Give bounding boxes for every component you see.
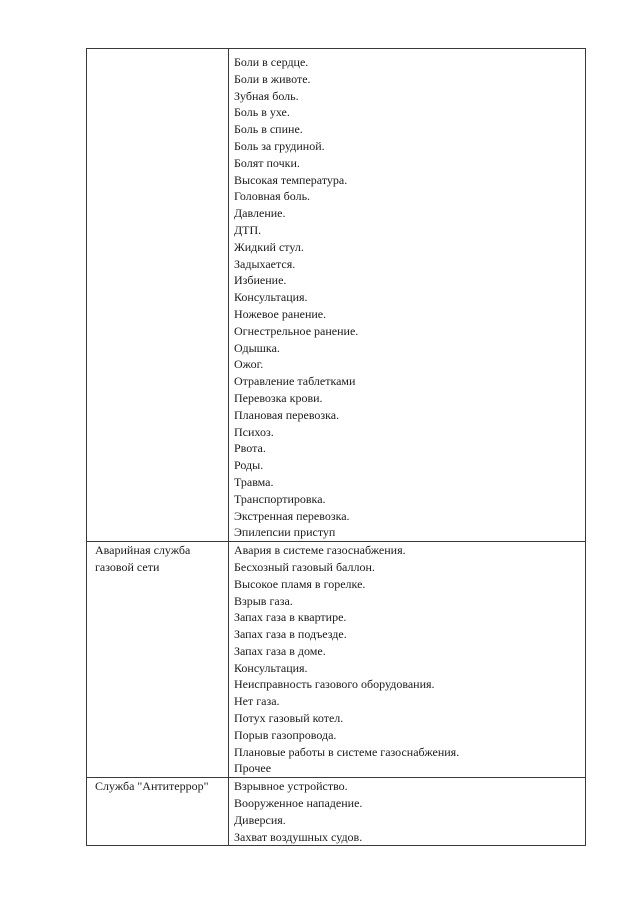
service-cell <box>87 778 229 846</box>
service-cell <box>87 542 229 778</box>
list-item: Головная боль. <box>234 189 311 204</box>
list-item: Взрыв газа. <box>234 593 293 608</box>
table-row <box>87 49 586 542</box>
list-item: Запах газа в подъезде. <box>234 627 347 642</box>
list-item: Транспортировка. <box>234 491 326 506</box>
list-item: Избиение. <box>234 273 287 288</box>
table-row <box>87 778 586 846</box>
reason-list <box>229 49 585 541</box>
list-item: Вооруженное нападение. <box>234 796 363 811</box>
list-item: ДТП. <box>234 222 262 237</box>
reason-list <box>229 778 585 845</box>
list-item: Запах газа в квартире. <box>234 610 347 625</box>
list-item: Нет газа. <box>234 694 280 709</box>
list-item: Захват воздушных судов. <box>234 829 363 844</box>
list-item: Травма. <box>234 474 274 489</box>
list-item: Плановые работы в системе газоснабжения. <box>234 744 460 759</box>
list-item: Высокое пламя в горелке. <box>234 576 366 591</box>
list-item: Давление. <box>234 206 286 221</box>
list-item: Ожог. <box>234 357 264 372</box>
list-item: Боль в спине. <box>234 122 303 137</box>
list-item: Рвота. <box>234 441 266 456</box>
list-item: Консультация. <box>234 290 308 305</box>
list-item: Боль за грудиной. <box>234 138 325 153</box>
list-item: Порыв газопровода. <box>234 727 337 742</box>
list-item: Экстренная перевозка. <box>234 508 350 523</box>
service-name: Аварийная служба газовой сети <box>95 543 191 574</box>
list-item: Роды. <box>234 458 264 473</box>
list-item: Неисправность газового оборудования. <box>234 677 435 692</box>
list-item: Диверсия. <box>234 812 286 827</box>
list-item: Боль в ухе. <box>234 105 290 120</box>
list-item: Прочее <box>234 761 272 776</box>
list-item: Болят почки. <box>234 155 300 170</box>
list-item: Огнестрельное ранение. <box>234 323 359 338</box>
list-item: Бесхозный газовый баллон. <box>234 559 375 574</box>
list-item: Задыхается. <box>234 256 296 271</box>
list-item: Взрывное устройство. <box>234 779 348 794</box>
service-name: Служба "Антитеррор" <box>95 779 209 794</box>
list-item: Эпилепсии приступ <box>234 525 336 540</box>
table-row <box>87 542 586 778</box>
list-item: Отравление таблетками <box>234 374 356 389</box>
service-cell <box>87 49 229 542</box>
reasons-cell <box>229 542 586 778</box>
list-item: Авария в системе газоснабжения. <box>234 543 406 558</box>
list-item: Перевозка крови. <box>234 390 323 405</box>
list-item: Потух газовый котел. <box>234 711 344 726</box>
list-item: Психоз. <box>234 424 274 439</box>
list-item: Ножевое ранение. <box>234 306 327 321</box>
reason-list <box>229 542 585 777</box>
list-item: Боли в животе. <box>234 71 311 86</box>
list-item: Плановая перевозка. <box>234 407 340 422</box>
list-item: Консультация. <box>234 660 308 675</box>
list-item: Зубная боль. <box>234 88 299 103</box>
list-item: Запах газа в доме. <box>234 643 326 658</box>
reasons-cell <box>229 778 586 846</box>
services-table <box>86 48 586 846</box>
list-item: Боли в сердце. <box>234 55 309 69</box>
list-item: Одышка. <box>234 340 280 355</box>
reasons-cell <box>229 49 586 542</box>
list-item: Жидкий стул. <box>234 239 304 254</box>
list-item: Высокая температура. <box>234 172 348 187</box>
